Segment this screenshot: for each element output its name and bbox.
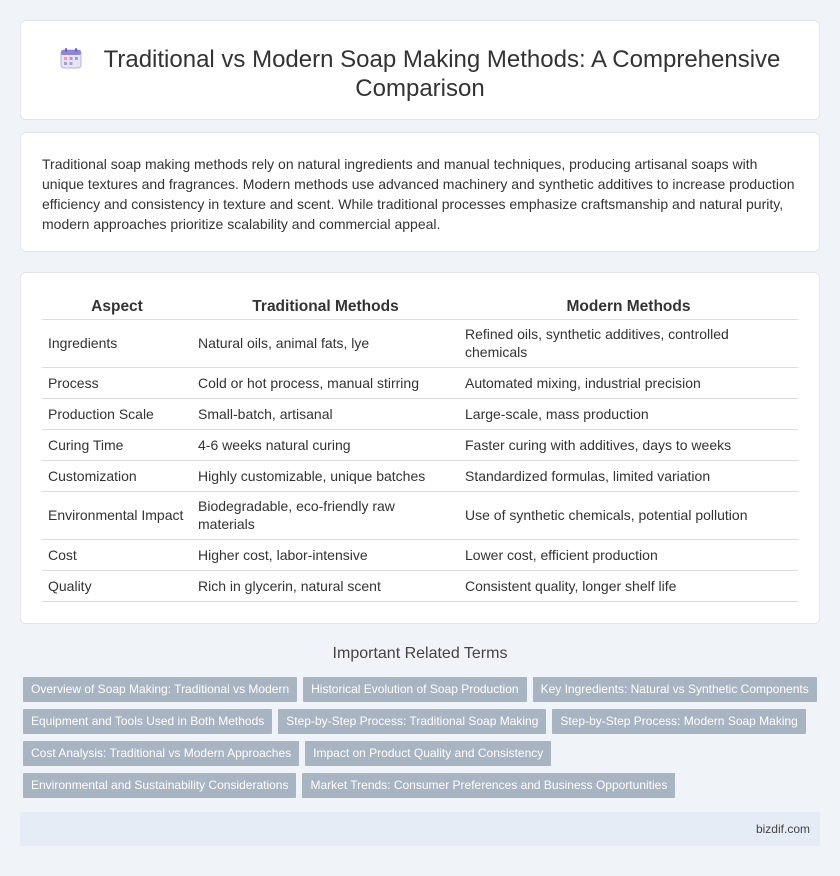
related-term-tag[interactable]: Step-by-Step Process: Modern Soap Making — [552, 709, 805, 734]
related-term-tag[interactable]: Market Trends: Consumer Preferences and Business Opportunities — [302, 773, 675, 798]
page-title-text: Traditional vs Modern Soap Making Methods: A Comprehensive Comparison — [103, 46, 781, 102]
intro-paragraph: Traditional soap making methods rely on natural ingredients and manual techniques, producing artisanal soaps with unique textures and fragrances. Modern methods use advanced machinery and synthetic additives to increase production efficiency and consistency in texture and scent. While traditional processes emphasize craftsmanship and natural purity, modern approaches prioritize scalability and commercial appeal. — [42, 156, 795, 232]
cell-modern: Standardized formulas, limited variation — [459, 460, 798, 491]
cell-aspect: Environmental Impact — [42, 491, 192, 539]
comparison-table — [42, 295, 798, 602]
page-title — [21, 45, 819, 103]
related-term-tag[interactable]: Historical Evolution of Soap Production — [303, 677, 526, 702]
calendar-icon — [60, 47, 82, 69]
table-row — [42, 460, 798, 491]
table-row — [42, 570, 798, 601]
related-terms-list — [23, 677, 823, 805]
related-terms-heading: Important Related Terms — [332, 645, 508, 662]
title-card — [20, 20, 820, 120]
cell-modern: Large-scale, mass production — [459, 398, 798, 429]
related-term-tag[interactable]: Key Ingredients: Natural vs Synthetic Components — [533, 677, 817, 702]
cell-modern: Lower cost, efficient production — [459, 539, 798, 570]
cell-aspect: Curing Time — [42, 429, 192, 460]
cell-modern: Use of synthetic chemicals, potential pollution — [459, 491, 798, 539]
cell-modern: Refined oils, synthetic additives, controlled chemicals — [459, 319, 798, 367]
cell-traditional: Cold or hot process, manual stirring — [192, 367, 459, 398]
footer-site-link[interactable]: bizdif.com — [755, 822, 810, 836]
table-row — [42, 491, 798, 539]
table-row — [42, 539, 798, 570]
cell-aspect: Quality — [42, 570, 192, 601]
related-term-tag[interactable]: Impact on Product Quality and Consistency — [305, 741, 551, 766]
cell-modern: Consistent quality, longer shelf life — [459, 570, 798, 601]
header-modern: Modern Methods — [459, 295, 798, 319]
header-traditional: Traditional Methods — [192, 295, 459, 319]
cell-aspect: Process — [42, 367, 192, 398]
footer — [20, 812, 820, 846]
cell-traditional: Higher cost, labor-intensive — [192, 539, 459, 570]
table-row — [42, 429, 798, 460]
cell-traditional: Small-batch, artisanal — [192, 398, 459, 429]
header-aspect: Aspect — [42, 295, 192, 319]
related-term-tag[interactable]: Overview of Soap Making: Traditional vs Modern — [23, 677, 297, 702]
related-term-tag[interactable]: Equipment and Tools Used in Both Methods — [23, 709, 272, 734]
intro-card — [20, 132, 820, 252]
cell-modern: Automated mixing, industrial precision — [459, 367, 798, 398]
cell-traditional: 4-6 weeks natural curing — [192, 429, 459, 460]
cell-aspect: Cost — [42, 539, 192, 570]
table-row — [42, 367, 798, 398]
cell-traditional: Rich in glycerin, natural scent — [192, 570, 459, 601]
related-term-tag[interactable]: Cost Analysis: Traditional vs Modern Approaches — [23, 741, 299, 766]
cell-modern: Faster curing with additives, days to weeks — [459, 429, 798, 460]
table-row — [42, 319, 798, 367]
cell-aspect: Customization — [42, 460, 192, 491]
cell-traditional: Biodegradable, eco-friendly raw materials — [192, 491, 459, 539]
cell-aspect: Production Scale — [42, 398, 192, 429]
related-term-tag[interactable]: Environmental and Sustainability Considerations — [23, 773, 296, 798]
comparison-card — [20, 272, 820, 624]
related-term-tag[interactable]: Step-by-Step Process: Traditional Soap Making — [278, 709, 546, 734]
cell-traditional: Natural oils, animal fats, lye — [192, 319, 459, 367]
cell-traditional: Highly customizable, unique batches — [192, 460, 459, 491]
table-header-row — [42, 295, 798, 319]
table-row — [42, 398, 798, 429]
cell-aspect: Ingredients — [42, 319, 192, 367]
